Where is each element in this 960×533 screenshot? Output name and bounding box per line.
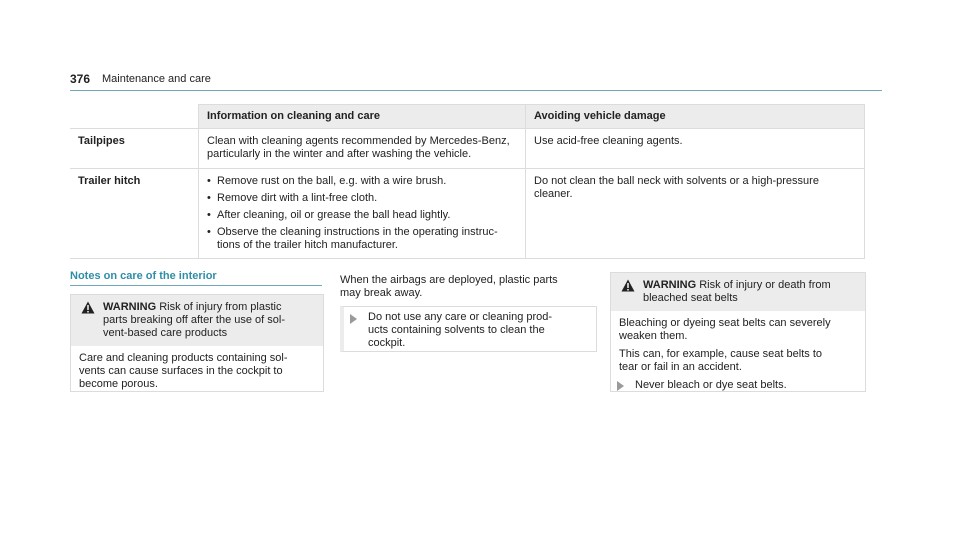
table-header-item (70, 105, 199, 129)
warning-text: bleached seat belts (643, 292, 738, 304)
warning-paragraph (619, 317, 857, 343)
airbag-line: may break away. (340, 287, 423, 299)
warning-body-line: This can, for example, cause seat belts to (619, 348, 822, 360)
page-header (70, 70, 882, 91)
warning-body-line: tear or fail in an accident. (619, 361, 742, 373)
arrow-right-icon (350, 314, 357, 324)
warning-text: vent-based care products (103, 327, 228, 339)
warning-body-line: become porous. (79, 378, 158, 390)
row-item-tailpipes: Tailpipes (70, 129, 199, 169)
avoid-line: Use acid-free cleaning agents. (534, 135, 683, 147)
row-info-trailer-hitch (199, 169, 526, 259)
row-item-trailer-hitch: Trailer hitch (70, 169, 199, 259)
instruction-line: cockpit. (368, 337, 406, 349)
warning-body (71, 346, 323, 397)
airbag-note (340, 274, 590, 300)
list-item: • Remove dirt with a lint-free cloth. (207, 192, 517, 205)
arrow-right-icon (617, 381, 624, 391)
row-avoid-trailer-hitch (526, 169, 865, 259)
avoid-line: cleaner. (534, 188, 573, 200)
info-line: particularly in the winter and after washing the vehicle. (207, 148, 472, 160)
warning-header (71, 295, 323, 346)
row-info-tailpipes (199, 129, 526, 169)
warning-body-line: vents can cause surfaces in the cockpit to (79, 365, 283, 377)
warning-body-line: Care and cleaning products containing sol- (79, 352, 288, 364)
warning-body-line: weaken them. (619, 330, 688, 342)
section-title: Maintenance and care (102, 73, 211, 85)
table-row (70, 129, 865, 169)
notes-title: Notes on care of the interior (70, 270, 322, 286)
instruction-line: Never bleach or dye seat belts. (635, 379, 787, 391)
table-row (70, 169, 865, 259)
warning-box-seat-belts (610, 272, 866, 392)
warning-header (611, 273, 865, 311)
avoid-line: Do not clean the ball neck with solvents or a high-pressure (534, 175, 819, 187)
table-header-info: Information on cleaning and care (199, 105, 526, 129)
page-number: 376 (70, 72, 91, 86)
list-item: • Remove rust on the ball, e.g. with a wire brush. (207, 175, 517, 188)
table-header-row (70, 105, 865, 129)
airbag-line: When the airbags are deployed, plastic parts (340, 274, 558, 286)
warning-text: parts breaking off after the use of sol- (103, 314, 286, 326)
table-header-avoid: Avoiding vehicle damage (526, 105, 865, 129)
warning-body (611, 311, 865, 398)
list-item: • After cleaning, oil or grease the ball head lightly. (207, 209, 517, 222)
instruction-row (611, 379, 857, 392)
warning-box-solvents (70, 294, 324, 392)
list-item: • Observe the cleaning instructions in the operating instruc- tions of the trailer hitch manufacturer. (207, 226, 517, 252)
warning-label: WARNING (103, 301, 157, 313)
instruction-line: ucts containing solvents to clean the (368, 324, 545, 336)
info-line: Clean with cleaning agents recommended by Mercedes-Benz, (207, 135, 510, 147)
warning-body-line: Bleaching or dyeing seat belts can severely (619, 317, 831, 329)
warning-text: Risk of injury or death from (699, 279, 831, 291)
warning-text: Risk of injury from plastic (159, 301, 282, 313)
warning-label: WARNING (643, 279, 697, 291)
instruction-box-solvents (340, 306, 597, 352)
warning-paragraph (619, 348, 857, 374)
cleaning-care-table (70, 104, 865, 259)
instruction-row (344, 307, 596, 350)
warning-triangle-icon (81, 301, 95, 314)
warning-triangle-icon (621, 279, 635, 292)
instruction-line: Do not use any care or cleaning prod- (368, 311, 553, 323)
row-avoid-tailpipes (526, 129, 865, 169)
bullet-list (207, 175, 517, 252)
